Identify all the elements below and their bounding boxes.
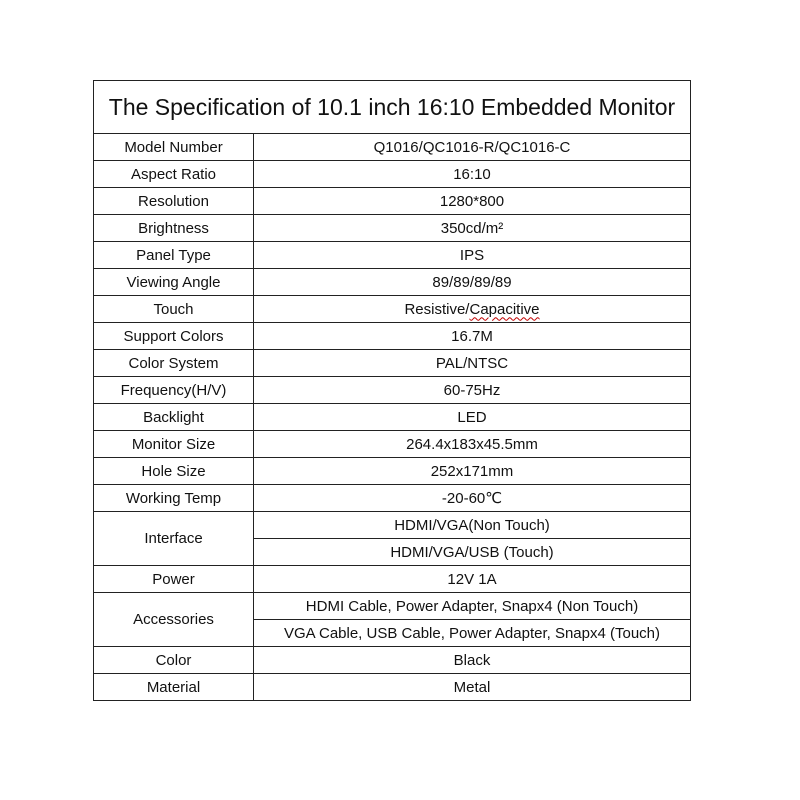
spec-label: Monitor Size (94, 431, 254, 458)
spec-label: Support Colors (94, 323, 254, 350)
table-row (94, 215, 691, 242)
table-row (94, 161, 691, 188)
table-row (94, 242, 691, 269)
spec-label: Hole Size (94, 458, 254, 485)
spec-value: 16:10 (254, 161, 691, 188)
spec-label: Accessories (94, 593, 254, 647)
spec-value: -20-60℃ (254, 485, 691, 512)
spec-table (93, 80, 691, 701)
spec-label: Brightness (94, 215, 254, 242)
table-row (94, 512, 691, 539)
spec-value: VGA Cable, USB Cable, Power Adapter, Snapx4 (Touch) (254, 620, 691, 647)
table-row (94, 431, 691, 458)
table-row (94, 350, 691, 377)
table-row (94, 269, 691, 296)
table-row (94, 323, 691, 350)
spec-value: HDMI/VGA/USB (Touch) (254, 539, 691, 566)
spec-value: 16.7M (254, 323, 691, 350)
table-row (94, 296, 691, 323)
spec-label: Color (94, 647, 254, 674)
table-row (94, 134, 691, 161)
spec-label: Touch (94, 296, 254, 323)
spec-value: PAL/NTSC (254, 350, 691, 377)
spec-value (254, 296, 691, 323)
spec-value: Black (254, 647, 691, 674)
table-row (94, 188, 691, 215)
table-row (94, 674, 691, 701)
spec-label: Aspect Ratio (94, 161, 254, 188)
spec-label: Power (94, 566, 254, 593)
spec-value: HDMI/VGA(Non Touch) (254, 512, 691, 539)
spec-value: 60-75Hz (254, 377, 691, 404)
table-row (94, 377, 691, 404)
spec-value: Q1016/QC1016-R/QC1016-C (254, 134, 691, 161)
table-row (94, 404, 691, 431)
spec-value: 12V 1A (254, 566, 691, 593)
table-row (94, 647, 691, 674)
spec-value: LED (254, 404, 691, 431)
spec-label: Panel Type (94, 242, 254, 269)
spec-label: Material (94, 674, 254, 701)
title-row (94, 81, 691, 134)
spec-label: Model Number (94, 134, 254, 161)
spec-label: Working Temp (94, 485, 254, 512)
spec-label: Resolution (94, 188, 254, 215)
table-title: The Specification of 10.1 inch 16:10 Embedded Monitor (94, 81, 691, 134)
spec-value: 252x171mm (254, 458, 691, 485)
touch-value-prefix: Resistive/ (404, 300, 470, 318)
spec-value: Metal (254, 674, 691, 701)
spec-value: IPS (254, 242, 691, 269)
spec-value: HDMI Cable, Power Adapter, Snapx4 (Non Touch) (254, 593, 691, 620)
spec-label: Interface (94, 512, 254, 566)
spec-value: 1280*800 (254, 188, 691, 215)
spec-label: Backlight (94, 404, 254, 431)
spec-label: Frequency(H/V) (94, 377, 254, 404)
touch-value-underlined: Capacitive (469, 300, 540, 318)
table-row (94, 593, 691, 620)
spec-label: Color System (94, 350, 254, 377)
spec-label: Viewing Angle (94, 269, 254, 296)
spec-value: 350cd/m² (254, 215, 691, 242)
spec-value: 264.4x183x45.5mm (254, 431, 691, 458)
spec-value: 89/89/89/89 (254, 269, 691, 296)
table-row (94, 566, 691, 593)
table-row (94, 458, 691, 485)
table-row (94, 485, 691, 512)
